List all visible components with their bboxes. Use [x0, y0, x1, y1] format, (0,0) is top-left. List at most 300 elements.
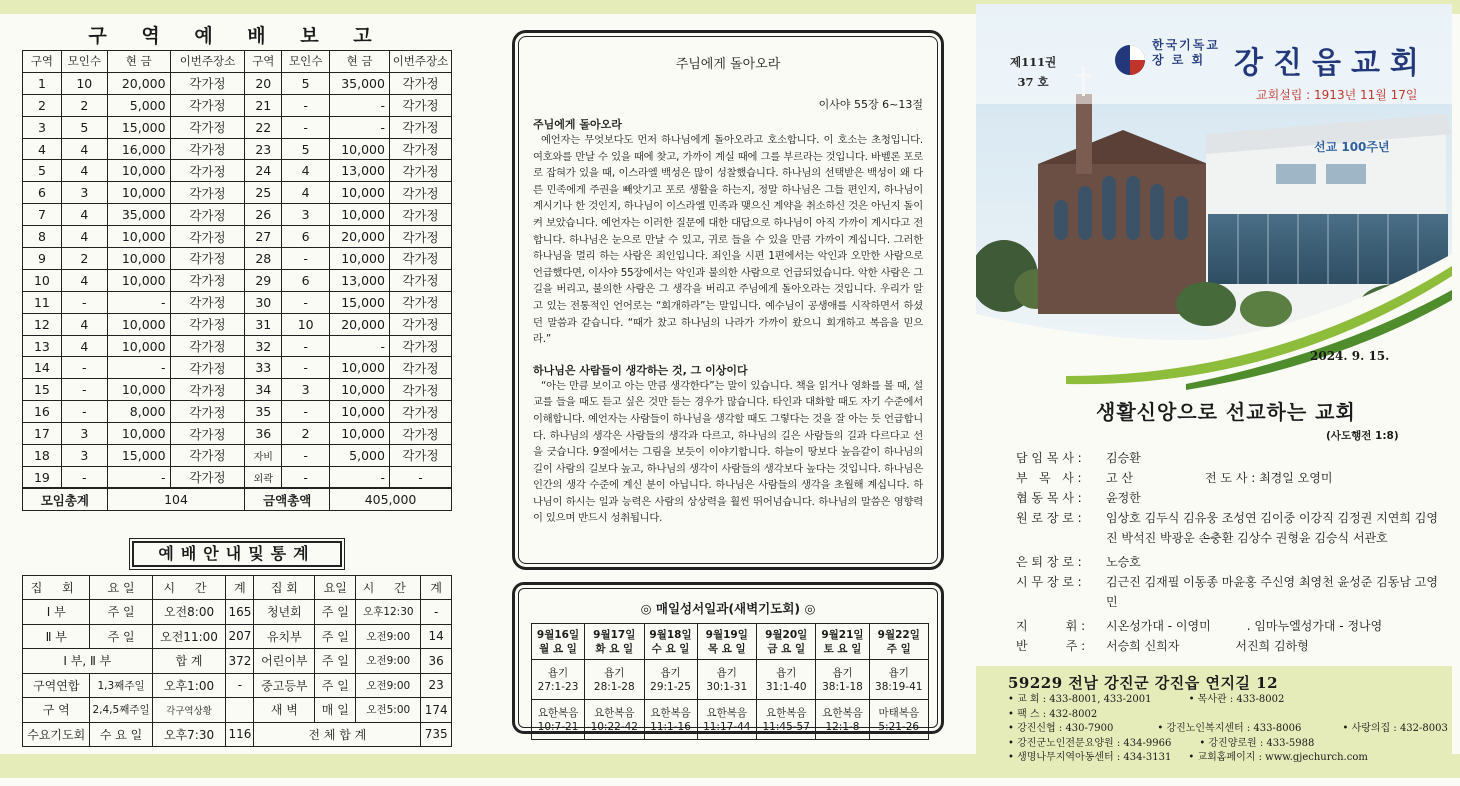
reading-gospel [816, 700, 869, 740]
table-cell: 오전9:00 [356, 624, 421, 649]
table-cell: - [61, 291, 107, 313]
table-header-cell: 모인수 [61, 51, 107, 73]
table-cell: 28 [245, 248, 282, 270]
table-cell: 5 [282, 72, 330, 94]
cell-line: 11:45-57 [762, 720, 810, 733]
reading-day-header [816, 624, 869, 660]
table-row [23, 673, 452, 698]
staff-names [1106, 508, 1446, 548]
denomination-name [1152, 38, 1220, 68]
table-cell: 20,000 [330, 313, 390, 335]
table-cell: - [330, 116, 390, 138]
table-cell: 주 일 [315, 600, 356, 625]
reading-old-testament [816, 660, 869, 700]
cell-line: 목 요 일 [707, 642, 746, 655]
table-cell: 13 [23, 335, 62, 357]
contact-item [1349, 693, 1452, 708]
address-block [976, 666, 1452, 763]
staff-role-secondary: 전 도 사 : [1205, 471, 1260, 485]
church-logo-icon [1114, 44, 1146, 76]
table-cell: 13,000 [330, 160, 390, 182]
staff-names [1106, 616, 1446, 636]
table-cell: 33 [245, 357, 282, 379]
table-cell: - [61, 357, 107, 379]
table-cell: 각가정 [389, 379, 451, 401]
table-cell: 각가정 [170, 401, 245, 423]
table-cell: - [330, 335, 390, 357]
panel-left [22, 22, 452, 747]
contact-item [1353, 737, 1452, 752]
staff-names [1106, 636, 1446, 656]
contact-item: • 사랑의집 : 432-8003 [1342, 723, 1448, 734]
table-row [23, 248, 452, 270]
table-cell: 각가정 [170, 94, 245, 116]
table-cell: 각가정 [389, 401, 451, 423]
table-row [23, 722, 452, 747]
table-cell: 각가정 [170, 291, 245, 313]
cell-line: 31:1-40 [765, 680, 807, 693]
table-cell: 8,000 [107, 401, 170, 423]
issue-label: 37 호 [1017, 75, 1049, 89]
table-header-cell: 시 간 [152, 575, 226, 600]
table-cell: 각가정 [389, 116, 451, 138]
contact-row [1008, 722, 1452, 737]
table-cell: 5 [282, 138, 330, 160]
table-row [532, 624, 929, 660]
table-header-cell: 이번주장소 [170, 51, 245, 73]
table-row [532, 700, 929, 740]
cell-line: 주 일 [886, 642, 911, 655]
table-cell: 각가정 [389, 335, 451, 357]
table-cell: 10,000 [107, 160, 170, 182]
total-amount-label: 금액총액 [245, 488, 330, 510]
staff-row [1016, 448, 1446, 468]
sermon-box [512, 30, 944, 570]
table-row [23, 423, 452, 445]
staff-name-text: 김근진 김재필 이동종 마윤홍 주신영 최영천 윤성준 김동남 고영민 [1106, 575, 1438, 609]
table-header-row [23, 575, 452, 600]
table-header-cell: 시 간 [356, 575, 421, 600]
table-cell: 각가정 [170, 313, 245, 335]
total-people-label: 모임총계 [23, 488, 108, 510]
table-cell: 3 [61, 445, 107, 467]
table-cell: 36 [245, 423, 282, 445]
table-cell: 자비 [245, 445, 282, 467]
cell-line: 9월16일 [536, 628, 580, 641]
table-cell: 각가정 [389, 357, 451, 379]
table-cell: 10,000 [330, 182, 390, 204]
table-cell: 각가정 [389, 313, 451, 335]
table-cell: - [107, 357, 170, 379]
table-cell: - [107, 466, 170, 488]
table-cell: 19 [23, 466, 62, 488]
table-row [532, 660, 929, 700]
staff-list [1016, 448, 1446, 656]
table-cell: - [282, 357, 330, 379]
table-cell: 15,000 [330, 291, 390, 313]
cell-line: 화 요 일 [595, 642, 634, 655]
reading-day-header [532, 624, 585, 660]
contact-list [1008, 693, 1452, 766]
staff-role: 부 목 사 : [1016, 471, 1082, 485]
photo-banner-text: 선교 100주년 [1314, 140, 1390, 154]
table-row [23, 269, 452, 291]
table-cell: 165 [226, 600, 254, 625]
table-row [23, 160, 452, 182]
table-header-cell: 구역 [245, 51, 282, 73]
contact-item: • 교회홈페이지 : www.gjechurch.com [1188, 752, 1368, 763]
reading-old-testament [757, 660, 816, 700]
table-cell: 각가정 [170, 357, 245, 379]
cell-line: 5:21-26 [878, 720, 920, 733]
staff-role: 지 휘 : [1016, 619, 1086, 633]
worship-report-title: 구 역 예 배 보 고 [88, 25, 386, 47]
staff-row [1016, 488, 1446, 508]
staff-role: 협 동 목 사 : [1016, 491, 1082, 505]
table-cell: 각가정 [389, 423, 451, 445]
reading-day-header [697, 624, 756, 660]
contact-item: • 목사관 : 433-8002 [1188, 694, 1285, 705]
staff-row [1016, 552, 1446, 572]
table-cell: - [421, 600, 452, 625]
bulletin-date: 2024. 9. 15. [1310, 349, 1390, 363]
panel-cover [976, 4, 1452, 763]
table-cell: 오전9:00 [356, 673, 421, 698]
table-header-cell: 요일 [315, 575, 356, 600]
table-cell: 9 [23, 248, 62, 270]
staff-name-secondary: 최경일 오영미 [1259, 471, 1333, 485]
contact-item: • 강진군노인전문요양원 : 434-9966 [1008, 737, 1172, 749]
table-cell: 새 벽 [254, 698, 315, 723]
staff-role: 원 로 장 로 : [1016, 511, 1082, 525]
table-row [23, 226, 452, 248]
table-cell: 오전9:00 [356, 649, 421, 674]
reading-gospel [869, 700, 929, 740]
contact-item: • 생명나무지역아동센터 : 434-3131 [1008, 752, 1172, 763]
reading-old-testament [697, 660, 756, 700]
cell-line: 요한복음 [706, 706, 748, 719]
table-cell: 2 [61, 94, 107, 116]
cell-line: 9월20일 [765, 628, 808, 641]
service-guide-table [22, 575, 452, 748]
table-cell: 10,000 [107, 226, 170, 248]
table-cell: 각가정 [389, 94, 451, 116]
table-cell: 10,000 [330, 401, 390, 423]
staff-name-text: 윤정한 [1106, 491, 1141, 505]
cell-line: 욥기 [776, 666, 797, 679]
cell-line: 요한복음 [650, 706, 691, 719]
cell-line: 38:1-18 [822, 680, 863, 693]
table-cell: 4 [61, 313, 107, 335]
table-cell: 4 [61, 160, 107, 182]
table-cell: 주 일 [315, 673, 356, 698]
table-row [23, 649, 452, 674]
table-cell: - [282, 248, 330, 270]
contact-item: • 강진양로원 : 433-5988 [1199, 737, 1315, 749]
denomination-line2: 장 로 회 [1152, 53, 1206, 67]
cell-line: 욥기 [716, 666, 737, 679]
cell-line: 욥기 [888, 666, 909, 679]
table-cell: 각가정 [389, 204, 451, 226]
cell-line: 11:1-16 [650, 720, 691, 733]
table-cell: 32 [245, 335, 282, 357]
sermon-section2-text: “아는 만큼 보이고 아는 만큼 생각한다”는 말이 있습니다. 책을 읽거나 영화를 볼 때, 설교를 들을 때도 듣고 싶은 것만 듣는 경우가 많습니다. 타인과 대화할 때도 자기 수준에서 이해합니다. 예언자는 사람들이 하나님을 생각할 때도 그렇다는 것을 잘 아는 듯 언급합니다. 하나님의 생각은 사람들의 생각과 다르고, 하나님의 길은 사람들의 길과 다르다고 선을 긋습니다. 9절에서는 그림을 보듯이 이야기합니다. 하늘이 땅보다 높음같이 하나님의 길이 사람의 길보다 높고, 하나님의 생각이 사람들의 생각보다 높다는 것입니다. 하나님은 인간의 생각 수준에 계신 분이 아닙니다. 하나님은 사람들의 생각을 초월해 계십니다. 하나님이 하시는 일과 능력은 사람의 상상력을 훨씬 뛰어넘습니다. 하나님의 말씀은 영향력이 있으며 반드시 성취됩니다. [533, 379, 923, 525]
table-cell: 10,000 [107, 182, 170, 204]
table-cell: 각가정 [170, 182, 245, 204]
table-cell: 오전8:00 [152, 600, 226, 625]
table-header-cell: 집 회 [23, 575, 90, 600]
table-cell: 20 [245, 72, 282, 94]
table-cell: 35 [245, 401, 282, 423]
cell-line: 12:1-8 [825, 720, 860, 733]
staff-name-text: 고 산 [1106, 471, 1133, 485]
table-cell: 오후7:30 [152, 722, 226, 747]
table-cell: 구역연합 [23, 673, 90, 698]
table-cell: 각가정 [389, 248, 451, 270]
cell-line: 10:7-21 [537, 720, 579, 733]
table-row [23, 94, 452, 116]
total-amount-value: 405,000 [330, 488, 452, 510]
reading-old-testament [644, 660, 697, 700]
cell-line: 28:1-28 [593, 680, 635, 693]
staff-role: 시 무 장 로 : [1016, 575, 1082, 589]
table-cell: 25 [245, 182, 282, 204]
table-cell: 2 [61, 248, 107, 270]
cell-line: 30:1-31 [706, 680, 748, 693]
table-cell: 각가정 [170, 72, 245, 94]
table-cell: 6 [282, 226, 330, 248]
issue-number [1010, 52, 1056, 92]
table-cell: 36 [421, 649, 452, 674]
staff-names [1106, 572, 1446, 612]
cell-line: 29:1-25 [650, 680, 691, 693]
table-cell: 오후1:00 [152, 673, 226, 698]
table-cell: 각가정 [170, 226, 245, 248]
table-cell: - [282, 466, 330, 488]
church-motto: 생활신앙으로 선교하는 교회 [1096, 400, 1356, 424]
table-cell: 22 [245, 116, 282, 138]
table-row [23, 600, 452, 625]
table-row [23, 401, 452, 423]
table-cell: 31 [245, 313, 282, 335]
staff-names [1106, 552, 1446, 572]
contact-item [1189, 708, 1349, 723]
table-row [23, 182, 452, 204]
table-cell: 각가정 [170, 423, 245, 445]
table-cell: 각가정 [170, 466, 245, 488]
table-cell: 매 일 [315, 698, 356, 723]
reading-old-testament [532, 660, 585, 700]
table-total-row [23, 488, 452, 510]
table-cell: 10,000 [107, 248, 170, 270]
table-cell: 10 [61, 72, 107, 94]
table-row [23, 445, 452, 467]
table-cell: 5,000 [330, 445, 390, 467]
table-cell: 10,000 [107, 335, 170, 357]
motto-verse: (사도행전 1:8) [1326, 430, 1399, 442]
reading-gospel [532, 700, 585, 740]
table-cell: 10 [282, 313, 330, 335]
contact-row [1008, 708, 1452, 723]
table-cell: - [330, 94, 390, 116]
table-cell: 3 [282, 204, 330, 226]
table-header-cell: 구역 [23, 51, 62, 73]
table-cell: 35,000 [330, 72, 390, 94]
table-cell: 유치부 [254, 624, 315, 649]
reading-day-header [757, 624, 816, 660]
table-row [23, 624, 452, 649]
table-cell: 174 [421, 698, 452, 723]
table-row [23, 116, 452, 138]
table-cell: 16,000 [107, 138, 170, 160]
staff-role: 반 주 : [1016, 639, 1086, 653]
table-row [23, 335, 452, 357]
table-cell: - [282, 94, 330, 116]
reading-day-header [869, 624, 929, 660]
table-row [23, 466, 452, 488]
table-cell: 각가정 [170, 335, 245, 357]
daily-reading-title: ◎ 매일성서일과(새벽기도회) ◎ [640, 601, 816, 616]
table-cell: 10,000 [330, 379, 390, 401]
table-cell: 오후12:30 [356, 600, 421, 625]
table-cell: 어린이부 [254, 649, 315, 674]
table-cell: 주 일 [315, 649, 356, 674]
contact-item: • 교 회 : 433-8001, 433-2001 [1008, 694, 1152, 705]
table-header-cell: 현 금 [107, 51, 170, 73]
table-cell: 오전11:00 [152, 624, 226, 649]
table-cell: 전 체 합 계 [254, 722, 421, 747]
cell-line: 11:17-44 [703, 720, 751, 733]
staff-role: 은 퇴 장 로 : [1016, 555, 1082, 569]
table-cell: 735 [421, 722, 452, 747]
table-cell: - [330, 466, 390, 488]
table-cell: 4 [282, 182, 330, 204]
daily-reading-box [512, 582, 944, 734]
table-cell: - [282, 335, 330, 357]
staff-names [1106, 468, 1446, 488]
cell-line: 욥기 [660, 666, 681, 679]
table-cell: 중고등부 [254, 673, 315, 698]
staff-name-secondary: 서진희 김하형 [1235, 639, 1309, 653]
table-cell: 4 [61, 204, 107, 226]
table-cell: 4 [61, 226, 107, 248]
table-row [23, 313, 452, 335]
table-cell: 각가정 [389, 226, 451, 248]
cell-line: 9월17일 [593, 628, 636, 641]
table-cell: 1,3째주일 [90, 673, 152, 698]
table-cell: 3 [23, 116, 62, 138]
table-cell: 각가정 [389, 138, 451, 160]
table-cell: 주 일 [90, 600, 152, 625]
table-cell: 29 [245, 269, 282, 291]
sermon-section1-text: 예언자는 무엇보다도 먼저 하나님에게 돌아오라고 호소합니다. 이 호소는 초청입니다. 여호와를 만날 수 있을 때에 찾고, 가까이 계실 때에 그를 부르라는 것입니다. 바벨론 포로로 잡혀가 있을 때, 이스라엘 백성은 많이 성찰했습니다. 하나님의 선택받은 백성이 왜 다른 민족에게 주권을 빼앗기고 포로 생활을 하는지, 정말 하나님은 그들 편인지, 하나님이 계시기나 한 것인지, 하나님이 이스라엘 민족과 맺으신 계약을 취소하신 것은 아닌지 돌이켜 보았습니다. 예언자는 이러한 질문에 대한 대답으로 하나님이 아직 가까이 계시다고 전합니다. 하나님은 눈으로 만날 수 있고, 귀로 들을 수 있을 만큼 가까이 계십니다. 그러한 하나님을 멀리 하는 사람은 죄인입니다. 죄인을 시편 1편에서는 악인과 오만한 사람으로 언급했다면, 이사야 55장에서는 악인과 불의한 사람으로 언급되었습니다. 악한 사람은 그 길을 버리고, 불의한 사람은 그 생각을 버리고 주님에게 돌아오라는 것입니다. 우리가 알고 있는 전통적인 언어로는 “회개하라”는 말입니다. 예수님이 공생애를 시작하면서 하셨던 말씀과 같습니다. “때가 찼고 하나님의 나라가 가까이 왔으니 회개하고 복음을 믿으라.” [533, 134, 923, 346]
table-cell: 20,000 [107, 72, 170, 94]
table-cell: 35,000 [107, 204, 170, 226]
staff-names [1106, 488, 1446, 508]
table-cell: 4 [61, 335, 107, 357]
table-cell: 4 [282, 160, 330, 182]
sermon-section1-title: 주님에게 돌아오라 [533, 118, 622, 131]
table-cell: 10,000 [330, 357, 390, 379]
table-cell: 14 [23, 357, 62, 379]
staff-names [1106, 448, 1446, 468]
table-cell: 각가정 [170, 379, 245, 401]
staff-name-text: 서승희 신희자 [1106, 639, 1180, 653]
staff-name-text: 김승환 [1106, 451, 1141, 465]
staff-row [1016, 508, 1446, 548]
staff-role: 담 임 목 사 : [1016, 451, 1082, 465]
table-cell: 청년회 [254, 600, 315, 625]
table-row [23, 291, 452, 313]
table-row [23, 698, 452, 723]
table-row [23, 72, 452, 94]
table-cell: 21 [245, 94, 282, 116]
church-name: 강진읍교회 [1234, 46, 1429, 81]
table-cell: 합 계 [152, 649, 226, 674]
table-cell: 24 [245, 160, 282, 182]
table-cell: 각구역상황 [152, 698, 226, 723]
table-cell: 2 [23, 94, 62, 116]
table-cell: - [282, 445, 330, 467]
table-cell: 6 [282, 269, 330, 291]
table-cell: 14 [421, 624, 452, 649]
table-cell: 각가정 [170, 138, 245, 160]
contact-item [1349, 708, 1452, 723]
cell-line: 9월22일 [877, 628, 920, 641]
table-cell: 1 [23, 72, 62, 94]
volume-label: 제111권 [1010, 55, 1057, 69]
table-cell: 20,000 [330, 226, 390, 248]
table-cell: 10,000 [107, 379, 170, 401]
staff-name-secondary: 임마누엘성가대 - 정나영 [1254, 619, 1383, 633]
table-cell: 3 [61, 423, 107, 445]
cell-line: 수 요 일 [651, 642, 690, 655]
cell-line: 요한복음 [765, 706, 807, 719]
table-cell: 각가정 [170, 248, 245, 270]
contact-item: • 팩 스 : 432-8002 [1008, 708, 1098, 720]
table-cell: 10,000 [330, 423, 390, 445]
table-cell: 오전5:00 [356, 698, 421, 723]
table-cell: 각가정 [389, 160, 451, 182]
cell-line: 토 요 일 [823, 642, 862, 655]
table-cell: 11 [23, 291, 62, 313]
table-cell: 주 일 [315, 624, 356, 649]
table-cell: 각가정 [389, 72, 451, 94]
staff-name-text: 임상호 김두식 김유웅 조성연 김이중 이강직 김정권 지연희 김영진 박석진 박광운 손충환 김상수 권형윤 김승식 서관호 [1106, 511, 1438, 545]
table-row [23, 204, 452, 226]
table-cell: 4 [23, 138, 62, 160]
table-cell: 5,000 [107, 94, 170, 116]
cell-line: 요한복음 [537, 706, 579, 719]
table-cell: 각가정 [389, 182, 451, 204]
contact-row [1008, 693, 1452, 708]
contact-item: • 강진신협 : 430-7900 [1008, 723, 1114, 734]
table-cell: 26 [245, 204, 282, 226]
table-cell: 4 [61, 138, 107, 160]
denomination-line1: 한국기독교 [1152, 38, 1220, 52]
table-cell: 각가정 [389, 269, 451, 291]
table-cell: - [282, 401, 330, 423]
table-cell: Ⅰ 부, Ⅱ 부 [23, 649, 153, 674]
sermon-reference: 이사야 55장 6~13절 [818, 98, 923, 111]
contact-row [1008, 751, 1452, 766]
cell-line: 욥기 [547, 666, 569, 679]
table-cell: 각가정 [170, 269, 245, 291]
table-cell [226, 698, 254, 723]
table-cell: 15,000 [107, 445, 170, 467]
table-cell: 10,000 [330, 138, 390, 160]
daily-reading-table [531, 623, 929, 740]
